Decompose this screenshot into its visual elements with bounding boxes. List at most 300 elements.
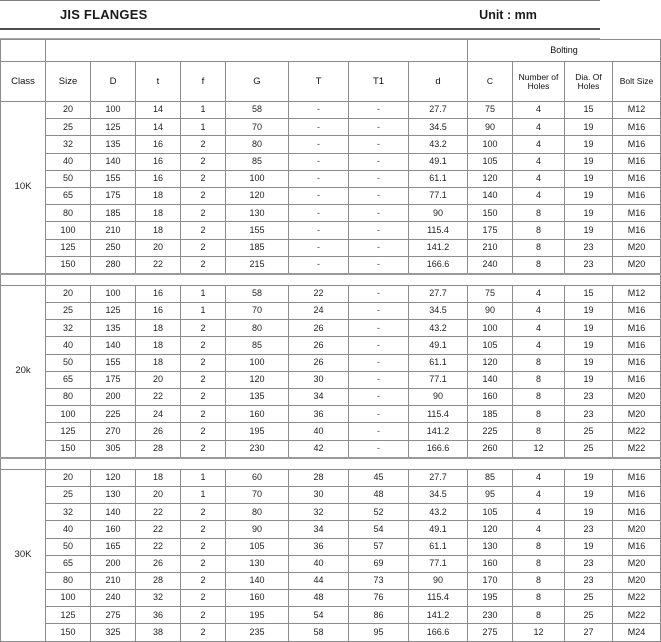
cell-number-of-holes: 4 [513,486,565,503]
cell-face: 2 [181,205,226,222]
cell-gasket: 235 [226,624,289,641]
cell-bolt-circle: 90 [468,119,513,136]
table-row [1,389,661,406]
cell-thickness: 14 [136,102,181,119]
cell-t1: - [349,187,409,204]
table-row [1,136,661,153]
cell-hole-diameter: 19 [565,205,613,222]
cell-t: 26 [289,337,349,354]
cell-face: 2 [181,607,226,624]
cell-t1: - [349,136,409,153]
cell-hole-diameter: 23 [565,406,613,423]
cell-t: - [289,136,349,153]
cell-t1: - [349,337,409,354]
cell-number-of-holes: 8 [513,371,565,388]
cell-hole-diameter: 19 [565,153,613,170]
cell-bore: 115.4 [409,222,468,239]
cell-face: 1 [181,285,226,302]
cell-size: 65 [46,371,91,388]
cell-outer-diameter: 100 [91,102,136,119]
cell-gasket: 195 [226,423,289,440]
cell-t1: - [349,170,409,187]
cell-t: - [289,256,349,274]
table-row [1,440,661,458]
cell-t: - [289,153,349,170]
cell-outer-diameter: 155 [91,354,136,371]
cell-size: 40 [46,337,91,354]
cell-gasket: 135 [226,389,289,406]
cell-gasket: 80 [226,320,289,337]
cell-t: - [289,102,349,119]
header-bolting-c: C [468,62,513,102]
cell-gasket: 160 [226,406,289,423]
cell-gasket: 130 [226,205,289,222]
cell-bolt-circle: 75 [468,285,513,302]
table-row [1,406,661,423]
cell-t: 32 [289,504,349,521]
cell-size: 100 [46,222,91,239]
cell-thickness: 26 [136,423,181,440]
cell-size: 150 [46,624,91,641]
cell-outer-diameter: 175 [91,371,136,388]
cell-size: 50 [46,170,91,187]
cell-outer-diameter: 135 [91,320,136,337]
cell-t1: 48 [349,486,409,503]
cell-size: 125 [46,607,91,624]
group-separator [1,274,661,286]
cell-bolt-size: M24 [613,624,661,641]
cell-outer-diameter: 140 [91,153,136,170]
cell-face: 2 [181,624,226,641]
cell-bolt-circle: 230 [468,607,513,624]
cell-bolt-size: M16 [613,136,661,153]
cell-face: 2 [181,555,226,572]
cell-size: 80 [46,205,91,222]
cell-bore: 90 [409,572,468,589]
cell-outer-diameter: 130 [91,486,136,503]
class-label-30k: 30K [1,469,46,641]
cell-bore: 115.4 [409,406,468,423]
cell-bolt-size: M20 [613,555,661,572]
cell-outer-diameter: 305 [91,440,136,458]
cell-t1: - [349,354,409,371]
cell-t1: 73 [349,572,409,589]
cell-hole-diameter: 19 [565,538,613,555]
cell-bolt-circle: 240 [468,256,513,274]
cell-number-of-holes: 4 [513,469,565,486]
table-row [1,239,661,256]
cell-face: 2 [181,504,226,521]
cell-t: 36 [289,406,349,423]
cell-t: 30 [289,371,349,388]
cell-t: 58 [289,624,349,641]
sheet-title-band [0,0,600,30]
cell-bore: 166.6 [409,624,468,641]
cell-bolt-circle: 120 [468,170,513,187]
cell-bolt-circle: 75 [468,102,513,119]
cell-size: 20 [46,102,91,119]
cell-size: 100 [46,590,91,607]
cell-t: - [289,239,349,256]
cell-bolt-circle: 170 [468,572,513,589]
cell-outer-diameter: 135 [91,136,136,153]
cell-t1: - [349,389,409,406]
cell-bore: 61.1 [409,170,468,187]
cell-size: 40 [46,521,91,538]
cell-outer-diameter: 100 [91,285,136,302]
cell-hole-diameter: 25 [565,440,613,458]
cell-bore: 34.5 [409,486,468,503]
cell-bolt-circle: 105 [468,153,513,170]
cell-outer-diameter: 185 [91,205,136,222]
cell-outer-diameter: 175 [91,187,136,204]
cell-bolt-circle: 95 [468,486,513,503]
cell-bolt-circle: 150 [468,205,513,222]
cell-hole-diameter: 19 [565,222,613,239]
cell-t: 22 [289,285,349,302]
cell-bolt-size: M20 [613,572,661,589]
title-spacer [0,30,600,39]
cell-thickness: 20 [136,371,181,388]
cell-thickness: 22 [136,389,181,406]
cell-number-of-holes: 4 [513,170,565,187]
cell-number-of-holes: 8 [513,607,565,624]
cell-gasket: 70 [226,119,289,136]
cell-t1: - [349,102,409,119]
cell-gasket: 70 [226,486,289,503]
cell-outer-diameter: 160 [91,521,136,538]
cell-face: 2 [181,440,226,458]
cell-hole-diameter: 19 [565,187,613,204]
cell-bolt-circle: 185 [468,406,513,423]
cell-number-of-holes: 12 [513,440,565,458]
table-row [1,337,661,354]
cell-number-of-holes: 8 [513,205,565,222]
cell-hole-diameter: 19 [565,320,613,337]
cell-gasket: 100 [226,170,289,187]
cell-gasket: 60 [226,469,289,486]
cell-t1: - [349,256,409,274]
cell-outer-diameter: 225 [91,406,136,423]
table-row [1,555,661,572]
table-row [1,624,661,641]
cell-bore: 49.1 [409,521,468,538]
cell-thickness: 14 [136,119,181,136]
cell-t1: - [349,222,409,239]
cell-hole-diameter: 19 [565,486,613,503]
cell-t: 44 [289,572,349,589]
cell-hole-diameter: 27 [565,624,613,641]
cell-thickness: 38 [136,624,181,641]
cell-gasket: 58 [226,285,289,302]
cell-number-of-holes: 4 [513,153,565,170]
cell-bolt-circle: 100 [468,136,513,153]
header-bolting-dia: Dia. Of Holes [565,62,613,102]
cell-number-of-holes: 8 [513,389,565,406]
header-t-thickness: T [289,62,349,102]
header-g: G [226,62,289,102]
cell-bolt-size: M16 [613,337,661,354]
table-row [1,521,661,538]
table-row [1,256,661,274]
cell-bore: 141.2 [409,423,468,440]
cell-thickness: 16 [136,136,181,153]
cell-size: 100 [46,406,91,423]
cell-bolt-circle: 260 [468,440,513,458]
cell-gasket: 130 [226,555,289,572]
cell-t1: - [349,119,409,136]
cell-t1: - [349,406,409,423]
header-t1: T1 [349,62,409,102]
cell-bolt-size: M16 [613,222,661,239]
cell-gasket: 120 [226,187,289,204]
cell-outer-diameter: 210 [91,222,136,239]
cell-hole-diameter: 15 [565,102,613,119]
cell-gasket: 85 [226,337,289,354]
cell-outer-diameter: 270 [91,423,136,440]
cell-thickness: 20 [136,239,181,256]
cell-thickness: 36 [136,607,181,624]
cell-face: 2 [181,187,226,204]
cell-thickness: 24 [136,406,181,423]
cell-face: 2 [181,389,226,406]
cell-gasket: 80 [226,136,289,153]
cell-size: 150 [46,256,91,274]
cell-thickness: 32 [136,590,181,607]
unit-label: Unit : mm [415,8,600,22]
cell-gasket: 85 [226,153,289,170]
cell-face: 2 [181,371,226,388]
cell-t: 30 [289,486,349,503]
cell-face: 2 [181,337,226,354]
cell-size: 80 [46,389,91,406]
cell-face: 1 [181,119,226,136]
cell-face: 1 [181,469,226,486]
group-separator-class-cell [1,458,46,470]
table-row [1,222,661,239]
cell-t: - [289,222,349,239]
cell-hole-diameter: 25 [565,607,613,624]
table-row [1,371,661,388]
cell-bolt-size: M20 [613,389,661,406]
cell-outer-diameter: 125 [91,303,136,320]
cell-t1: 54 [349,521,409,538]
cell-size: 40 [46,153,91,170]
cell-face: 2 [181,590,226,607]
cell-size: 150 [46,440,91,458]
table-row [1,102,661,119]
header-size: Size [46,62,91,102]
cell-bolt-circle: 105 [468,337,513,354]
cell-bolt-circle: 210 [468,239,513,256]
cell-size: 32 [46,136,91,153]
cell-bore: 27.7 [409,102,468,119]
cell-bore: 166.6 [409,256,468,274]
cell-hole-diameter: 25 [565,423,613,440]
cell-bolt-size: M16 [613,119,661,136]
cell-bore: 27.7 [409,469,468,486]
cell-t1: 52 [349,504,409,521]
cell-hole-diameter: 19 [565,354,613,371]
cell-bore: 34.5 [409,303,468,320]
cell-gasket: 58 [226,102,289,119]
cell-number-of-holes: 8 [513,423,565,440]
group-separator-cell [46,458,661,470]
cell-bolt-circle: 175 [468,222,513,239]
table-row [1,607,661,624]
cell-thickness: 22 [136,538,181,555]
cell-face: 2 [181,170,226,187]
cell-outer-diameter: 240 [91,590,136,607]
cell-hole-diameter: 19 [565,170,613,187]
table-row [1,320,661,337]
cell-gasket: 195 [226,607,289,624]
cell-size: 80 [46,572,91,589]
cell-face: 1 [181,303,226,320]
cell-number-of-holes: 4 [513,337,565,354]
cell-number-of-holes: 4 [513,119,565,136]
cell-t1: - [349,320,409,337]
cell-hole-diameter: 23 [565,521,613,538]
cell-thickness: 18 [136,187,181,204]
cell-number-of-holes: 8 [513,222,565,239]
cell-t1: - [349,440,409,458]
cell-gasket: 230 [226,440,289,458]
cell-bolt-circle: 160 [468,389,513,406]
table-row [1,538,661,555]
cell-number-of-holes: 4 [513,285,565,302]
cell-number-of-holes: 8 [513,538,565,555]
cell-gasket: 105 [226,538,289,555]
cell-bolt-size: M20 [613,256,661,274]
cell-face: 2 [181,153,226,170]
table-row [1,170,661,187]
cell-bore: 141.2 [409,239,468,256]
cell-bolt-size: M20 [613,239,661,256]
cell-bolt-size: M22 [613,590,661,607]
cell-t1: 69 [349,555,409,572]
cell-face: 2 [181,521,226,538]
cell-bolt-size: M16 [613,303,661,320]
cell-size: 65 [46,187,91,204]
cell-t1: 86 [349,607,409,624]
cell-size: 25 [46,303,91,320]
cell-gasket: 215 [226,256,289,274]
cell-hole-diameter: 23 [565,572,613,589]
cell-hole-diameter: 19 [565,371,613,388]
cell-hole-diameter: 19 [565,504,613,521]
cell-number-of-holes: 12 [513,624,565,641]
cell-bore: 43.2 [409,320,468,337]
header-bolting-boltsize: Bolt Size [613,62,661,102]
cell-hole-diameter: 23 [565,256,613,274]
cell-bolt-circle: 160 [468,555,513,572]
cell-face: 2 [181,136,226,153]
cell-bolt-circle: 100 [468,320,513,337]
table-row [1,469,661,486]
cell-size: 25 [46,119,91,136]
cell-thickness: 28 [136,440,181,458]
cell-thickness: 18 [136,222,181,239]
cell-hole-diameter: 25 [565,590,613,607]
cell-bore: 77.1 [409,371,468,388]
cell-outer-diameter: 120 [91,469,136,486]
cell-bolt-circle: 140 [468,371,513,388]
cell-thickness: 18 [136,320,181,337]
cell-thickness: 22 [136,504,181,521]
cell-outer-diameter: 140 [91,337,136,354]
cell-bolt-size: M16 [613,320,661,337]
cell-thickness: 28 [136,572,181,589]
cell-outer-diameter: 200 [91,389,136,406]
header-t: t [136,62,181,102]
cell-bolt-circle: 140 [468,187,513,204]
header-class: Class [1,62,46,102]
header-bolting-holes: Number of Holes [513,62,565,102]
class-label-20k: 20k [1,285,46,457]
header-spacer-cell-wide [46,40,468,62]
cell-t: 40 [289,555,349,572]
cell-size: 20 [46,285,91,302]
cell-bolt-size: M22 [613,440,661,458]
cell-bore: 77.1 [409,187,468,204]
cell-t1: - [349,285,409,302]
cell-hole-diameter: 23 [565,555,613,572]
cell-thickness: 22 [136,521,181,538]
cell-outer-diameter: 155 [91,170,136,187]
cell-thickness: 18 [136,354,181,371]
cell-bolt-circle: 120 [468,521,513,538]
cell-face: 1 [181,486,226,503]
table-header [1,40,661,102]
cell-t1: - [349,371,409,388]
cell-bolt-size: M16 [613,371,661,388]
class-label-10k: 10K [1,102,46,274]
cell-t: 28 [289,469,349,486]
header-label-row [1,62,661,102]
cell-size: 50 [46,538,91,555]
cell-number-of-holes: 8 [513,354,565,371]
cell-hole-diameter: 19 [565,337,613,354]
cell-bolt-circle: 225 [468,423,513,440]
cell-t: 36 [289,538,349,555]
group-separator [1,458,661,470]
cell-bolt-size: M12 [613,102,661,119]
cell-bore: 90 [409,389,468,406]
table-row [1,285,661,302]
cell-outer-diameter: 125 [91,119,136,136]
cell-size: 20 [46,469,91,486]
cell-hole-diameter: 23 [565,389,613,406]
cell-hole-diameter: 19 [565,136,613,153]
cell-t: - [289,170,349,187]
table-row [1,572,661,589]
cell-size: 25 [46,486,91,503]
cell-bolt-circle: 85 [468,469,513,486]
cell-hole-diameter: 19 [565,303,613,320]
cell-thickness: 26 [136,555,181,572]
header-spacer-cell [1,40,46,62]
cell-number-of-holes: 4 [513,504,565,521]
cell-bolt-size: M16 [613,170,661,187]
cell-t1: - [349,239,409,256]
cell-bolt-size: M20 [613,521,661,538]
cell-t: 34 [289,521,349,538]
table-body [1,102,661,642]
cell-face: 1 [181,102,226,119]
cell-bolt-circle: 105 [468,504,513,521]
cell-thickness: 16 [136,153,181,170]
